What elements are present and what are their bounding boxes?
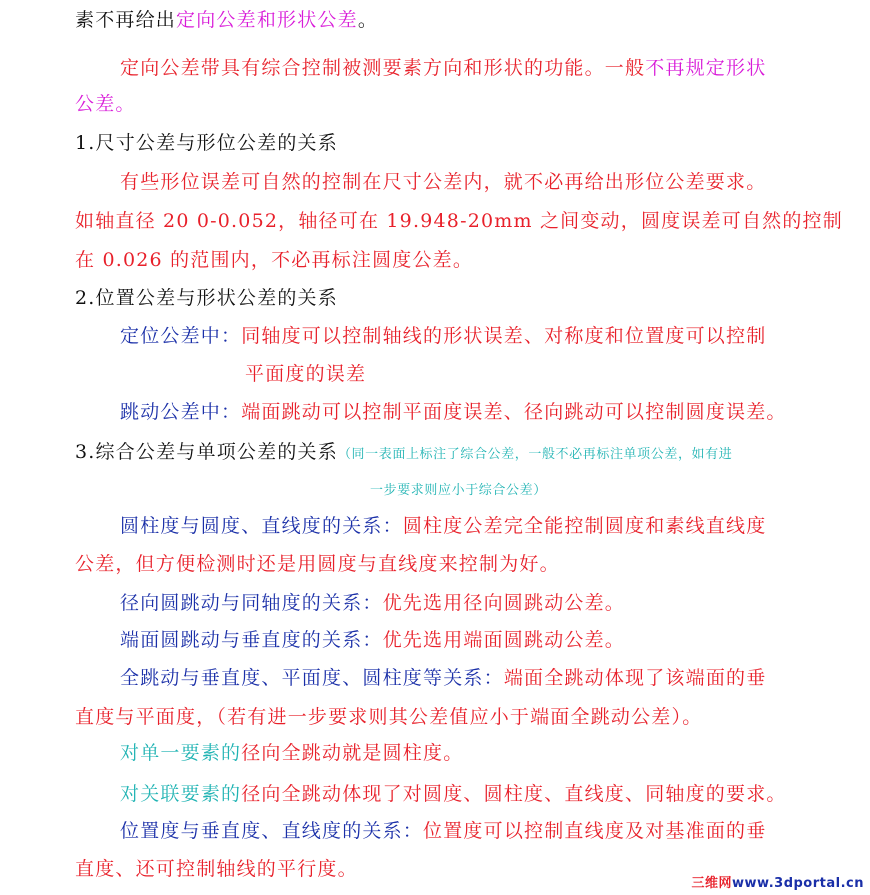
note-text: （同一表面上标注了综合公差，一般不必再标注单项公差，如有进 — [337, 447, 733, 462]
text-line-21 — [120, 782, 787, 806]
text-line-1 — [75, 8, 378, 32]
text-span: 如轴直径 20 0-0.052，轴径可在 19.948-20mm 之间变动，圆度误差可自然的控制 — [75, 210, 843, 232]
text-line-22 — [120, 819, 766, 843]
heading-text: 3.综合公差与单项公差的关系 — [75, 441, 338, 463]
text-line-3 — [75, 92, 136, 116]
text-line-20 — [120, 741, 463, 765]
text-line-15 — [75, 552, 560, 576]
section-heading-3 — [75, 440, 732, 467]
text-span: 位置度可以控制直线度及对基准面的垂 — [423, 820, 767, 842]
text-line-6 — [75, 209, 843, 233]
highlight-term: 公差。 — [75, 93, 136, 115]
term-label: 对单一要素的 — [120, 742, 242, 764]
text-line-16 — [120, 591, 625, 615]
term-label: 跳动公差中： — [120, 401, 242, 423]
text-line-9 — [120, 324, 766, 348]
text-line-18 — [120, 666, 766, 690]
text-span: 在 0.026 的范围内，不必再标注圆度公差。 — [75, 249, 474, 271]
text-span: 素不再给出 — [75, 9, 177, 31]
text-line-14 — [120, 514, 766, 538]
term-label: 对关联要素的 — [120, 783, 242, 805]
text-span: 圆柱度公差完全能控制圆度和素线直线度 — [402, 515, 767, 537]
text-line-23 — [75, 857, 358, 881]
text-line-10 — [245, 362, 366, 386]
text-line-19 — [75, 705, 702, 729]
watermark-url: www.3dportal.cn — [732, 876, 864, 891]
section-heading-1 — [75, 131, 338, 155]
text-span: 优先选用径向圆跳动公差。 — [382, 592, 626, 614]
text-line-5 — [120, 170, 766, 194]
text-span: 有些形位误差可自然的控制在尺寸公差内，就不必再给出形位公差要求。 — [120, 171, 767, 193]
term-label: 位置度与垂直度、直线度的关系： — [120, 820, 424, 842]
text-span: 同轴度可以控制轴线的形状误差、对称度和位置度可以控制 — [241, 325, 767, 347]
highlight-term: 定向公差和形状公差 — [176, 9, 358, 31]
term-label: 端面圆跳动与垂直度的关系： — [120, 629, 383, 651]
watermark-cn: 三维网 — [691, 876, 733, 891]
text-span: 公差，但方便检测时还是用圆度与直线度来控制为好。 — [75, 553, 560, 575]
term-label: 圆柱度与圆度、直线度的关系： — [120, 515, 403, 537]
text-line-17 — [120, 628, 625, 652]
text-span: 直度、还可控制轴线的平行度。 — [75, 858, 358, 880]
term-label: 全跳动与垂直度、平面度、圆柱度等关系： — [120, 667, 504, 689]
text-span: 直度与平面度，（若有进一步要求则其公差值应小于端面全跳动公差）。 — [75, 706, 703, 728]
text-line-13 — [370, 479, 547, 503]
term-label: 定位公差中： — [120, 325, 242, 347]
text-span: 优先选用端面圆跳动公差。 — [382, 629, 626, 651]
text-span: 平面度的误差 — [245, 363, 367, 385]
text-line-2 — [120, 56, 766, 80]
text-span: 。 — [357, 9, 379, 31]
text-span: 径向全跳动就是圆柱度。 — [241, 742, 464, 764]
section-heading-2 — [75, 286, 338, 310]
watermark — [692, 872, 865, 891]
text-line-11 — [120, 400, 787, 424]
heading-text: 2.位置公差与形状公差的关系 — [75, 287, 338, 309]
highlight-term: 不再规定形状 — [645, 57, 767, 79]
term-label: 径向圆跳动与同轴度的关系： — [120, 592, 383, 614]
heading-text: 1.尺寸公差与形位公差的关系 — [75, 132, 338, 154]
text-span: 径向全跳动体现了对圆度、圆柱度、直线度、同轴度的要求。 — [241, 783, 787, 805]
text-span: 定向公差带具有综合控制被测要素方向和形状的功能。一般 — [120, 57, 646, 79]
note-text: 一步要求则应小于综合公差） — [370, 483, 547, 498]
text-span: 端面全跳动体现了该端面的垂 — [503, 667, 767, 689]
text-span: 端面跳动可以控制平面度误差、径向跳动可以控制圆度误差。 — [241, 401, 787, 423]
text-line-7 — [75, 248, 473, 272]
